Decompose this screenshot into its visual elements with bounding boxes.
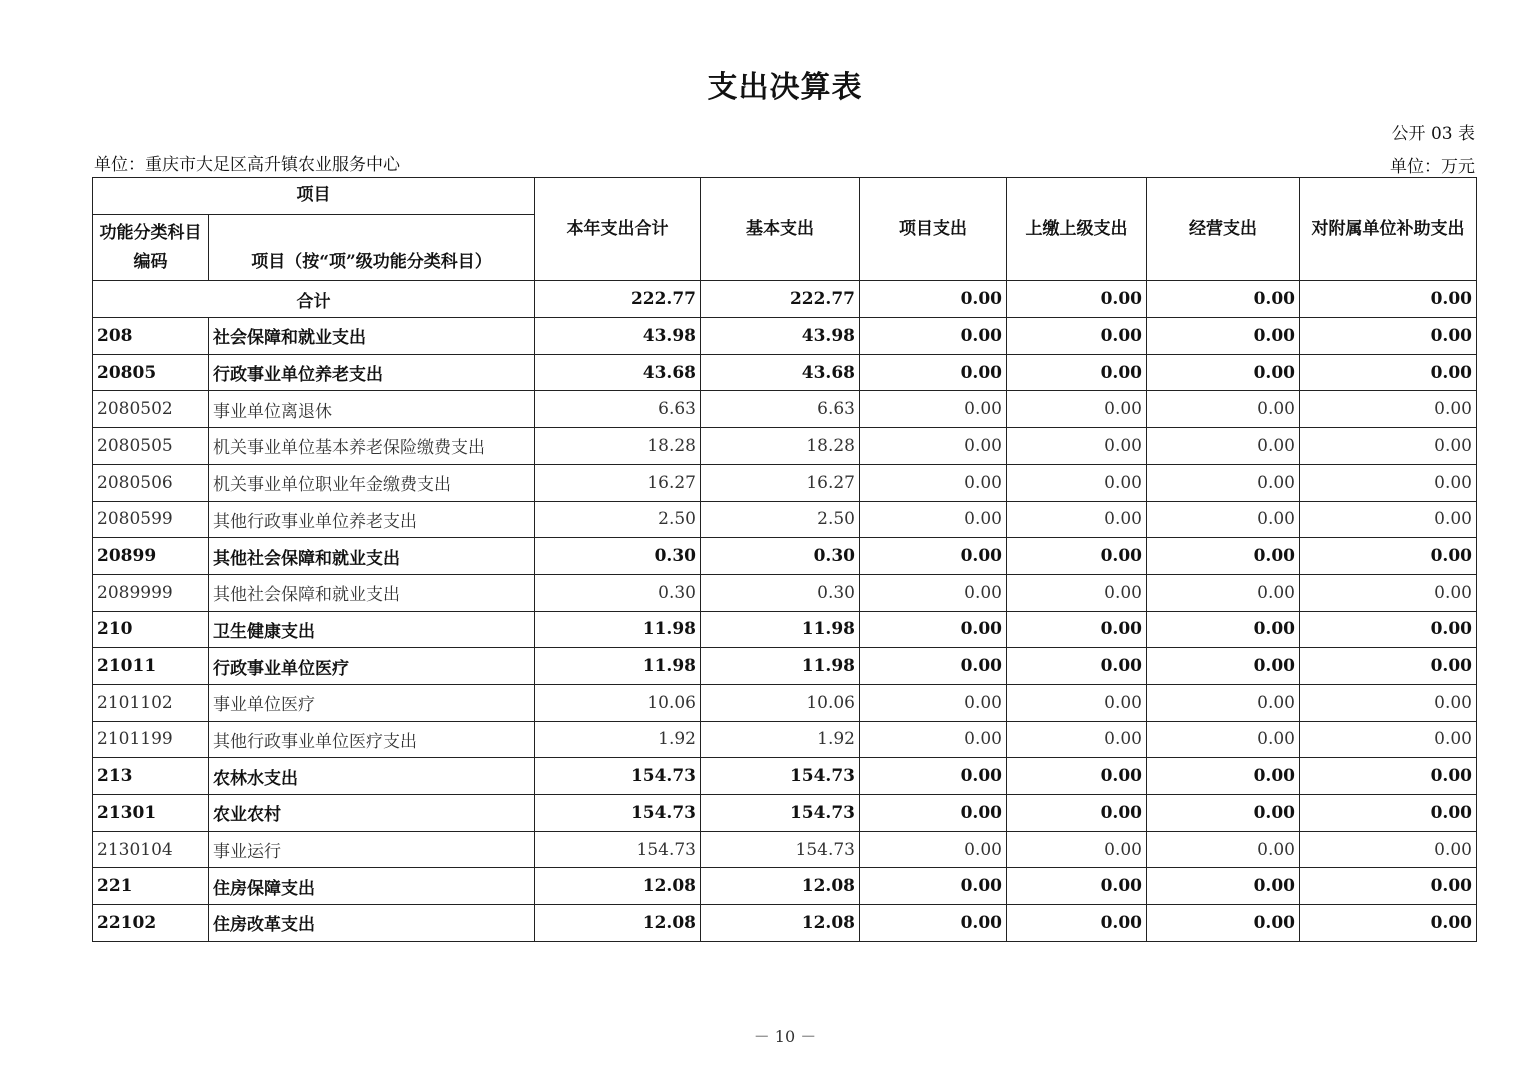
- header-code: [93, 214, 209, 281]
- cell-total: 18.28: [535, 428, 701, 465]
- cell-project: 0.00: [860, 428, 1007, 465]
- cell-upper: 0.00: [1007, 428, 1147, 465]
- cell-upper: 0.00: [1007, 318, 1147, 355]
- cell-name: 社会保障和就业支出: [209, 318, 535, 355]
- cell-project: 0.00: [860, 464, 1007, 501]
- cell-basic: 154.73: [701, 795, 860, 832]
- cell-basic: 154.73: [701, 831, 860, 868]
- cell-subsidy: 0.00: [1300, 758, 1477, 795]
- header-project: 项目支出: [860, 178, 1007, 281]
- table-row: [93, 428, 1477, 465]
- cell-upper: 0.00: [1007, 831, 1147, 868]
- page-number: － 10 －: [753, 1027, 817, 1046]
- cell-business: 0.00: [1147, 391, 1300, 428]
- cell-name: 其他行政事业单位医疗支出: [209, 721, 535, 758]
- cell-business: 0.00: [1147, 574, 1300, 611]
- table-body: [93, 281, 1477, 941]
- table-row: [93, 391, 1477, 428]
- cell-name: 事业单位医疗: [209, 684, 535, 721]
- cell-project: 0.00: [860, 868, 1007, 905]
- cell-code: 2130104: [93, 831, 209, 868]
- cell-name: 其他社会保障和就业支出: [209, 538, 535, 575]
- cell-project: 0.00: [860, 391, 1007, 428]
- cell-business: 0.00: [1147, 428, 1300, 465]
- cell-project: 0.00: [860, 795, 1007, 832]
- currency-unit: 单位：万元: [1390, 157, 1475, 177]
- cell-name: 机关事业单位基本养老保险缴费支出: [209, 428, 535, 465]
- table-row: [93, 721, 1477, 758]
- cell-total: 10.06: [535, 684, 701, 721]
- cell-business: 0.00: [1147, 538, 1300, 575]
- cell-upper: 0.00: [1007, 795, 1147, 832]
- table-row: [93, 354, 1477, 391]
- cell-code: 221: [93, 868, 209, 905]
- cell-total: 2.50: [535, 501, 701, 538]
- cell-project: 0.00: [860, 354, 1007, 391]
- cell-code: 2080506: [93, 464, 209, 501]
- header-business: 经营支出: [1147, 178, 1300, 281]
- cell-business: 0.00: [1147, 318, 1300, 355]
- cell-basic: 43.98: [701, 318, 860, 355]
- cell-business: 0.00: [1147, 354, 1300, 391]
- table-row: [93, 538, 1477, 575]
- cell-subsidy: 0.00: [1300, 831, 1477, 868]
- page-title: 支出决算表: [707, 70, 863, 105]
- cell-code: 208: [93, 318, 209, 355]
- cell-name: 农业农村: [209, 795, 535, 832]
- cell-code: 20899: [93, 538, 209, 575]
- cell-subsidy: 0.00: [1300, 905, 1477, 942]
- cell-subsidy: 0.00: [1300, 318, 1477, 355]
- cell-total: 0.30: [535, 538, 701, 575]
- cell-subsidy: 0.00: [1300, 648, 1477, 685]
- cell-business: 0.00: [1147, 464, 1300, 501]
- cell-upper: 0.00: [1007, 868, 1147, 905]
- cell-total: 43.98: [535, 318, 701, 355]
- cell-business: 0.00: [1147, 868, 1300, 905]
- cell-basic: 0.30: [701, 574, 860, 611]
- cell-upper: 0.00: [1007, 538, 1147, 575]
- cell-business: 0.00: [1147, 795, 1300, 832]
- total-label: 合计: [93, 281, 535, 318]
- table-row: [93, 648, 1477, 685]
- total-cell-project: 0.00: [860, 281, 1007, 318]
- cell-basic: 16.27: [701, 464, 860, 501]
- cell-project: 0.00: [860, 611, 1007, 648]
- cell-code: 2080505: [93, 428, 209, 465]
- header-item-group: 项目: [93, 178, 535, 215]
- cell-code: 2101199: [93, 721, 209, 758]
- reporting-unit: 单位：重庆市大足区高升镇农业服务中心: [94, 155, 400, 175]
- cell-name: 其他社会保障和就业支出: [209, 574, 535, 611]
- cell-subsidy: 0.00: [1300, 795, 1477, 832]
- cell-project: 0.00: [860, 648, 1007, 685]
- cell-name: 机关事业单位职业年金缴费支出: [209, 464, 535, 501]
- cell-code: 2089999: [93, 574, 209, 611]
- cell-name: 行政事业单位养老支出: [209, 354, 535, 391]
- table-row: [93, 758, 1477, 795]
- cell-basic: 12.08: [701, 868, 860, 905]
- cell-name: 事业单位离退休: [209, 391, 535, 428]
- table-row: [93, 868, 1477, 905]
- cell-subsidy: 0.00: [1300, 501, 1477, 538]
- cell-name: 农林水支出: [209, 758, 535, 795]
- header-basic: 基本支出: [701, 178, 860, 281]
- cell-basic: 10.06: [701, 684, 860, 721]
- table-row: [93, 684, 1477, 721]
- cell-subsidy: 0.00: [1300, 721, 1477, 758]
- cell-basic: 1.92: [701, 721, 860, 758]
- table-row: [93, 611, 1477, 648]
- cell-basic: 11.98: [701, 648, 860, 685]
- cell-project: 0.00: [860, 721, 1007, 758]
- header-code-text: 功能分类科目编码: [99, 222, 202, 272]
- table-row: [93, 574, 1477, 611]
- cell-name: 住房保障支出: [209, 868, 535, 905]
- table-row: [93, 905, 1477, 942]
- cell-basic: 11.98: [701, 611, 860, 648]
- cell-basic: 12.08: [701, 905, 860, 942]
- cell-basic: 0.30: [701, 538, 860, 575]
- total-row: [93, 281, 1477, 318]
- cell-business: 0.00: [1147, 501, 1300, 538]
- cell-total: 1.92: [535, 721, 701, 758]
- total-cell-subsidy: 0.00: [1300, 281, 1477, 318]
- cell-total: 11.98: [535, 611, 701, 648]
- cell-subsidy: 0.00: [1300, 354, 1477, 391]
- cell-total: 12.08: [535, 905, 701, 942]
- cell-total: 154.73: [535, 758, 701, 795]
- total-cell-basic: 222.77: [701, 281, 860, 318]
- cell-project: 0.00: [860, 501, 1007, 538]
- cell-subsidy: 0.00: [1300, 684, 1477, 721]
- table-row: [93, 831, 1477, 868]
- cell-project: 0.00: [860, 831, 1007, 868]
- cell-basic: 18.28: [701, 428, 860, 465]
- table-row: [93, 464, 1477, 501]
- cell-project: 0.00: [860, 684, 1007, 721]
- cell-upper: 0.00: [1007, 905, 1147, 942]
- cell-code: 21011: [93, 648, 209, 685]
- cell-project: 0.00: [860, 905, 1007, 942]
- cell-total: 11.98: [535, 648, 701, 685]
- cell-subsidy: 0.00: [1300, 611, 1477, 648]
- cell-total: 12.08: [535, 868, 701, 905]
- cell-code: 2080599: [93, 501, 209, 538]
- cell-code: 22102: [93, 905, 209, 942]
- cell-total: 6.63: [535, 391, 701, 428]
- cell-business: 0.00: [1147, 648, 1300, 685]
- cell-upper: 0.00: [1007, 648, 1147, 685]
- header-name: 项目（按“项”级功能分类科目）: [209, 214, 535, 281]
- cell-total: 0.30: [535, 574, 701, 611]
- header-subsidy: 对附属单位补助支出: [1300, 178, 1477, 281]
- cell-upper: 0.00: [1007, 574, 1147, 611]
- cell-subsidy: 0.00: [1300, 868, 1477, 905]
- cell-business: 0.00: [1147, 721, 1300, 758]
- cell-subsidy: 0.00: [1300, 428, 1477, 465]
- cell-upper: 0.00: [1007, 684, 1147, 721]
- expenditure-table: [92, 177, 1477, 942]
- cell-upper: 0.00: [1007, 501, 1147, 538]
- cell-project: 0.00: [860, 318, 1007, 355]
- cell-name: 住房改革支出: [209, 905, 535, 942]
- cell-upper: 0.00: [1007, 721, 1147, 758]
- cell-business: 0.00: [1147, 831, 1300, 868]
- cell-subsidy: 0.00: [1300, 574, 1477, 611]
- table-row: [93, 501, 1477, 538]
- cell-project: 0.00: [860, 758, 1007, 795]
- header-upper: 上缴上级支出: [1007, 178, 1147, 281]
- header-total: 本年支出合计: [535, 178, 701, 281]
- cell-total: 154.73: [535, 795, 701, 832]
- cell-business: 0.00: [1147, 611, 1300, 648]
- cell-basic: 6.63: [701, 391, 860, 428]
- total-cell-business: 0.00: [1147, 281, 1300, 318]
- cell-business: 0.00: [1147, 684, 1300, 721]
- cell-code: 21301: [93, 795, 209, 832]
- cell-code: 213: [93, 758, 209, 795]
- cell-code: 2080502: [93, 391, 209, 428]
- cell-subsidy: 0.00: [1300, 538, 1477, 575]
- cell-upper: 0.00: [1007, 464, 1147, 501]
- cell-upper: 0.00: [1007, 354, 1147, 391]
- cell-name: 事业运行: [209, 831, 535, 868]
- cell-total: 16.27: [535, 464, 701, 501]
- cell-business: 0.00: [1147, 758, 1300, 795]
- cell-total: 154.73: [535, 831, 701, 868]
- table-row: [93, 795, 1477, 832]
- cell-code: 210: [93, 611, 209, 648]
- cell-name: 行政事业单位医疗: [209, 648, 535, 685]
- cell-upper: 0.00: [1007, 758, 1147, 795]
- cell-total: 43.68: [535, 354, 701, 391]
- total-cell-total: 222.77: [535, 281, 701, 318]
- cell-code: 20805: [93, 354, 209, 391]
- cell-upper: 0.00: [1007, 391, 1147, 428]
- cell-subsidy: 0.00: [1300, 464, 1477, 501]
- cell-code: 2101102: [93, 684, 209, 721]
- cell-basic: 43.68: [701, 354, 860, 391]
- cell-name: 卫生健康支出: [209, 611, 535, 648]
- cell-project: 0.00: [860, 574, 1007, 611]
- cell-business: 0.00: [1147, 905, 1300, 942]
- cell-basic: 154.73: [701, 758, 860, 795]
- cell-subsidy: 0.00: [1300, 391, 1477, 428]
- cell-name: 其他行政事业单位养老支出: [209, 501, 535, 538]
- cell-upper: 0.00: [1007, 611, 1147, 648]
- cell-project: 0.00: [860, 538, 1007, 575]
- form-number: 公开 03 表: [1391, 124, 1475, 144]
- table-row: [93, 318, 1477, 355]
- total-cell-upper: 0.00: [1007, 281, 1147, 318]
- cell-basic: 2.50: [701, 501, 860, 538]
